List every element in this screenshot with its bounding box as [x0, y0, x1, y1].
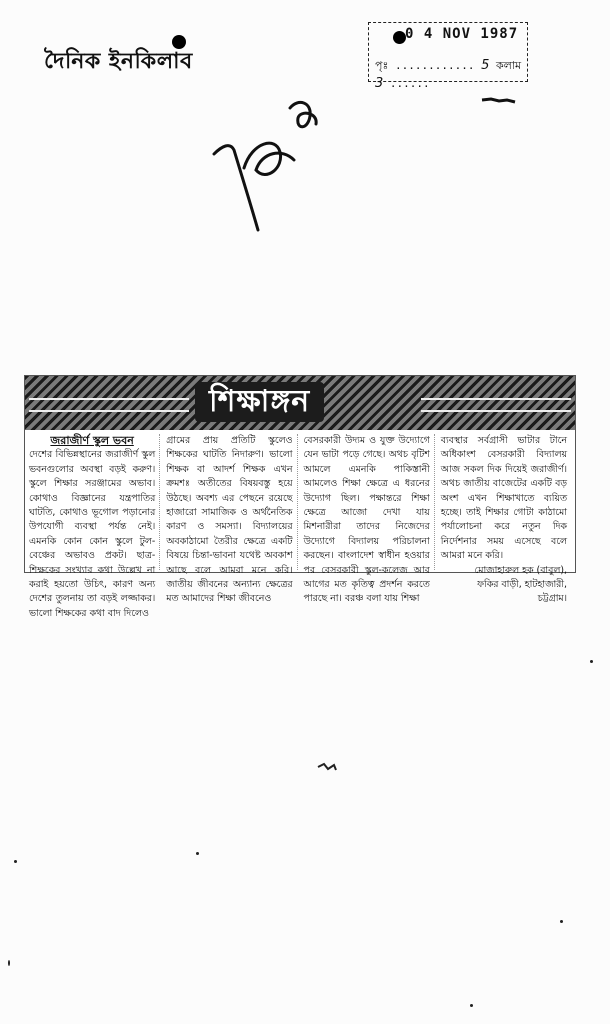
author-address-2: চট্টগ্রাম।: [537, 593, 567, 605]
stamp-date: 0 4 NOV 1987: [405, 26, 519, 42]
ink-blot: [481, 96, 517, 105]
stamp-page-line: পৃঃ ............ 5 কলাম 3 ......: [375, 58, 522, 91]
handwritten-number: [200, 90, 330, 240]
date-stamp: [368, 22, 528, 91]
stamp-column-value: 3: [375, 76, 384, 91]
stamp-page-value: 5: [481, 58, 490, 73]
article-columns: [29, 434, 571, 619]
dust-speck: [590, 660, 593, 663]
dust-speck: [14, 860, 17, 863]
dust-speck: [560, 920, 563, 923]
column-text: দেশের বিভিন্নস্থানের জরাজীর্ণ স্কুল ভবনগুলোর অবস্থা বড়ই করুণ। স্কুলে শিক্ষার সরঞ্জামের অভাব। কোথাও বিজ্ঞানের যন্ত্রপাতির ঘাটতি, কোথাও ভূগোল পড়ানোর উপযোগী ব্যবস্থা পর্যন্ত নেই। এমনকি কোন কোন স্কুলে টুল-বেঞ্চের অভাবও প্রকট। ছাত্র-শিক্ষকের সংখ্যার কথা উল্লেখ না করাই হয়তো উচিৎ, কারণ অন্য দেশের তুলনায় তা বড়ই লজ্জাকর। ভালো শিক্ষকের কথা বাদ দিলেও: [29, 449, 156, 619]
stamp-page-label: পৃঃ: [375, 59, 389, 72]
column-text: গ্রামের প্রায় প্রতিটি স্কুলেও শিক্ষকের ঘাটতি নিদারুণ। ভালো শিক্ষক বা আদর্শ শিক্ষক এখন ক্রমশঃ অতীতের বিষয়বস্তু হয়ে উঠছে। অবশ্য এর পেছনে রয়েছে হাজারো সামাজিক ও অর্থনৈতিক কারণ ও সমস্যা। বিদ্যালয়ের অবকাঠামো তৈরীর ক্ষেত্রে একটি বিষয়ে চিন্তা-ভাবনা যথেষ্ট অবকাশ আছে বলে আমরা মনে করি। জাতীয় জীবনের অন্যান্য ক্ষেত্রের মত আমাদের শিক্ষা জীবনেও: [166, 435, 293, 605]
column-text: বেসরকারী উদ্যম ও যুক্ত উদ্যোগে যেন ভাটা পড়ে গেছে। অথচ বৃটিশ আমলে এমনকি পাকিস্তানী আমলেও শিক্ষা ক্ষেত্রে এ ধরনের উদ্যোগ ছিল। পক্ষান্তরে শিক্ষা ক্ষেত্রে আজো দেখা যায় মিশনারীরা তাদের নিজেদের উদ্যোগে বিদ্যালয় পরিচালনা করছেন। বাংলাদেশ স্বাধীন হওয়ার পর বেসরকারী স্কুল-কলেজ আর আগের মত কৃতিত্ব প্রদর্শন করতে পারছে না। বরঞ্চ বলা যায় শিক্ষা: [303, 435, 430, 605]
ink-dot: [172, 35, 186, 49]
banner-rule-left: [29, 398, 189, 412]
article-column-2: [166, 434, 297, 605]
dust-speck: [8, 960, 10, 966]
newspaper-masthead: দৈনিক ইনকিলাব: [44, 49, 193, 74]
stamp-column-label: কলাম: [495, 59, 522, 72]
author-address-1: ফকির বাড়ী, হাটহাজারী,: [477, 579, 567, 591]
ink-smudge: [316, 760, 338, 774]
author-name: মোজাহারুল হক (বাবুল),: [474, 564, 567, 576]
article-column-3: [303, 434, 435, 605]
article-column-4: [440, 434, 571, 605]
banner-rule-right: [421, 398, 571, 412]
banner-title: শিক্ষাঙ্গন: [195, 382, 324, 422]
dust-speck: [470, 1004, 473, 1007]
newspaper-clipping: [24, 375, 576, 619]
article-column-1: [29, 434, 160, 619]
article-banner: [25, 376, 575, 430]
column-text: ব্যবস্থার সর্বগ্রাসী ভাটার টানে অধিকাংশ বেসরকারী বিদ্যালয় আজ সকল দিক দিয়েই জরাজীর্ণ। অথচ জাতীয় বাজেটের একটি বড় অংশ এখন শিক্ষাখাতে ব্যয়িত হচ্ছে। তাই শিক্ষার গোটা কাঠামো পর্যালোচনা করে নতুন দিক নির্দেশনার সময় এসেছে বলে আমরা মনে করি।: [440, 435, 567, 562]
article-heading: জরাজীর্ণ স্কুল ভবন: [50, 434, 134, 447]
dust-speck: [196, 852, 199, 855]
